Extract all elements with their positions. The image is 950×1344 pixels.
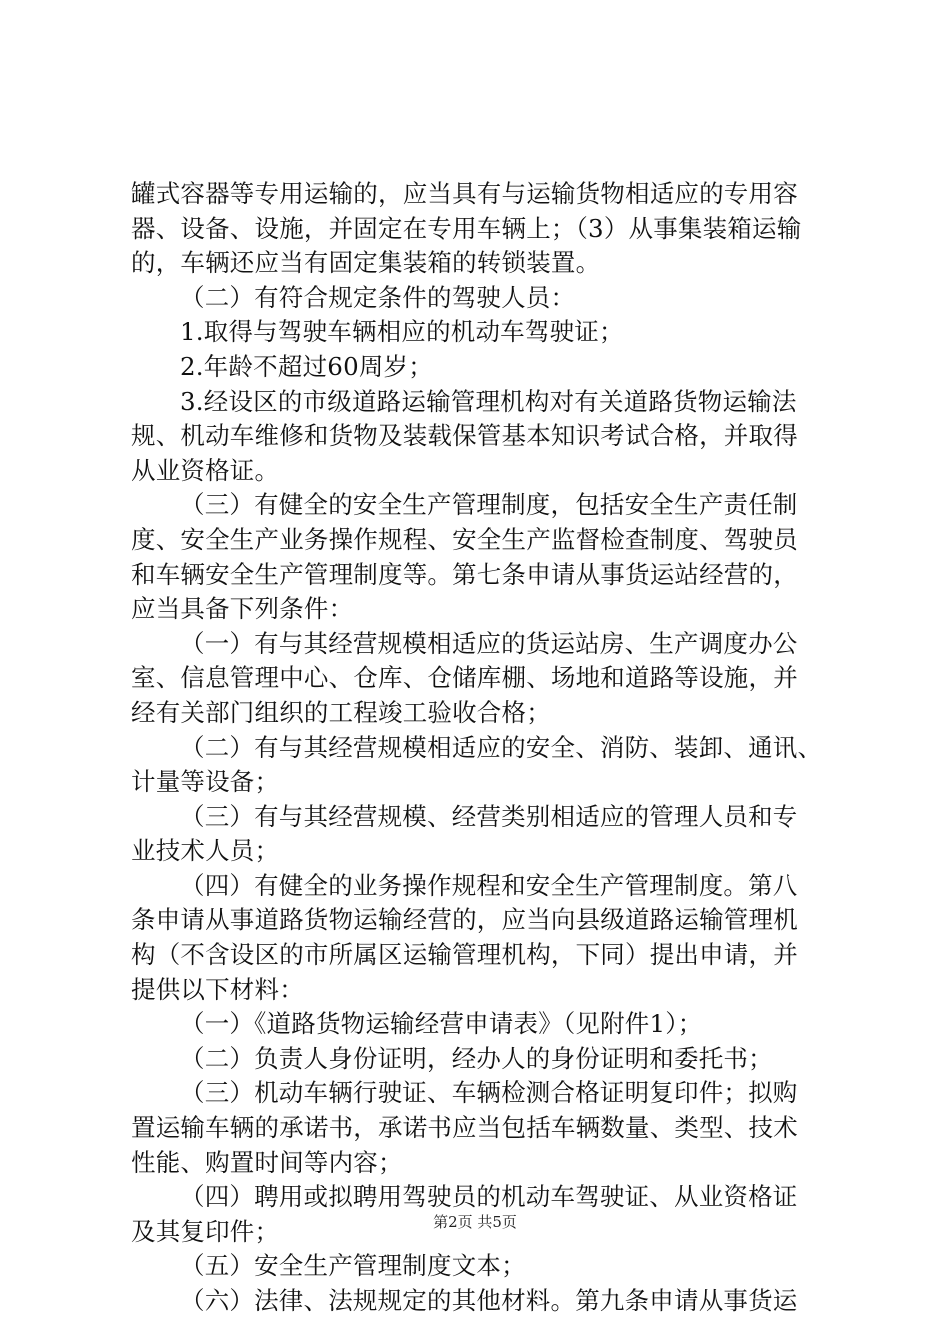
- document-body: [131, 177, 831, 1319]
- text-line: 提供以下材料：: [131, 974, 304, 1004]
- text-line: 应当具备下列条件：: [131, 594, 354, 624]
- text-line: （六）法律、法规规定的其他材料。第九条申请从事货运: [180, 1286, 798, 1315]
- text-line: （二）负责人身份证明，经办人的身份证明和委托书；: [180, 1043, 773, 1073]
- text-line: （四）有健全的业务操作规程和安全生产管理制度。第八: [180, 870, 798, 900]
- text-line: 性能、购置时间等内容；: [131, 1147, 403, 1177]
- text-line: （三）机动车辆行驶证、车辆检测合格证明复印件；拟购: [180, 1078, 798, 1108]
- text-line: 条申请从事道路货物运输经营的，应当向县级道路运输管理机: [131, 905, 798, 935]
- text-line: （五）安全生产管理制度文本；: [180, 1251, 526, 1281]
- text-line: 置运输车辆的承诺书，承诺书应当包括车辆数量、类型、技术: [131, 1113, 798, 1143]
- text-line: 规、机动车维修和货物及装载保管基本知识考试合格，并取得: [131, 421, 798, 451]
- text-line: 及其复印件；: [131, 1216, 280, 1246]
- text-line: 的，车辆还应当有固定集装箱的转锁装置。: [131, 248, 601, 278]
- text-line: 从业资格证。: [131, 455, 280, 485]
- text-line: 室、信息管理中心、仓库、仓储库棚、场地和道路等设施，并: [131, 663, 798, 693]
- text-line: （一）有与其经营规模相适应的货运站房、生产调度办公: [180, 628, 798, 658]
- text-line: 器、设备、设施，并固定在专用车辆上；（3）从事集装箱运输: [131, 213, 802, 243]
- text-line: 计量等设备；: [131, 767, 280, 797]
- text-line: 业技术人员；: [131, 836, 280, 866]
- text-line: （二）有与其经营规模相适应的安全、消防、装卸、通讯、: [180, 732, 823, 762]
- text-line: 度、安全生产业务操作规程、安全生产监督检查制度、驾驶员: [131, 524, 798, 554]
- text-line: （三）有与其经营规模、经营类别相适应的管理人员和专: [180, 801, 798, 831]
- text-line: （二）有符合规定条件的驾驶人员：: [180, 282, 576, 312]
- text-line: 经有关部门组织的工程竣工验收合格；: [131, 697, 551, 727]
- text-line: （四）聘用或拟聘用驾驶员的机动车驾驶证、从业资格证: [180, 1182, 798, 1212]
- text-line: 3.经设区的市级道路运输管理机构对有关道路货物运输法: [180, 386, 797, 416]
- text-line: （三）有健全的安全生产管理制度，包括安全生产责任制: [180, 490, 798, 520]
- text-line: 2.年龄不超过60周岁；: [180, 351, 433, 381]
- text-line: 罐式容器等专用运输的，应当具有与运输货物相适应的专用容: [131, 179, 798, 208]
- text-line: （一）《道路货物运输经营申请表》（见附件1）；: [180, 1009, 703, 1039]
- text-line: 构（不含设区的市所属区运输管理机构，下同）提出申请，并: [131, 940, 798, 970]
- text-line: 和车辆安全生产管理制度等。第七条申请从事货运站经营的，: [131, 559, 798, 589]
- page-footer: 第2页 共5页: [433, 1213, 517, 1231]
- text-line: 1.取得与驾驶车辆相应的机动车驾驶证；: [180, 317, 624, 347]
